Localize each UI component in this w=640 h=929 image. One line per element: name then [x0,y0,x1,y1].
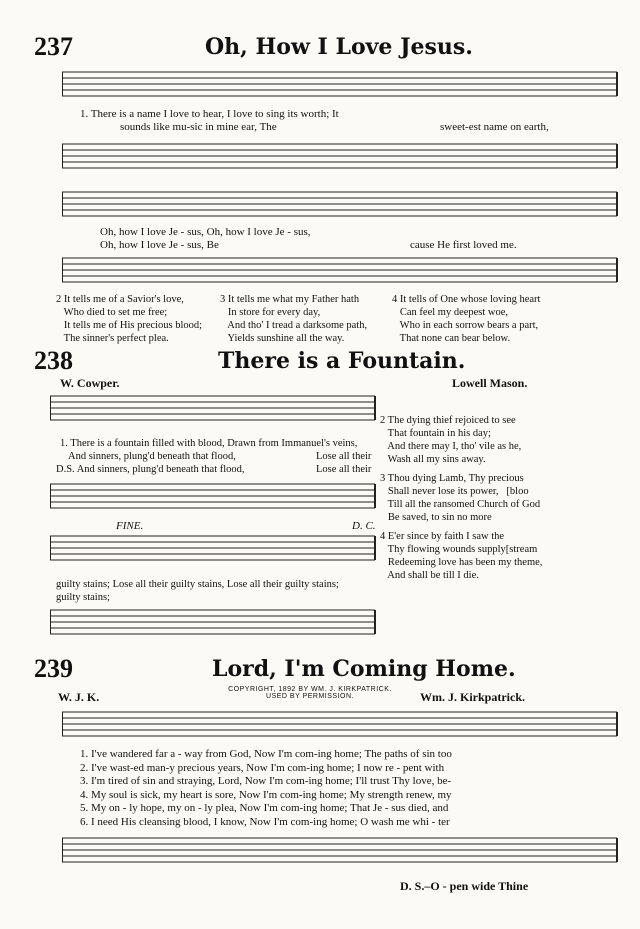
lyric-line: Lose all their [316,451,372,462]
lyric-line: 1. There is a fountain filled with blood, Drawn from Immanuel's veins, [60,438,358,449]
verse-block: 2 The dying thief rejoiced to see That fountain in his day; And there may I, tho' vile as he, Wash all my sins away. [380,415,522,465]
lyric-line: 1. There [80,108,117,120]
lyric-line: 5. My on - ly hope, my on - ly plea, Now I'm com-ing home; That Je - sus died, and [80,802,449,814]
lyric-line: Oh, how I love Je - sus, Oh, how I love Je - sus, [100,226,311,238]
lyric-line: D.S. And sinners, plung'd beneath that flood, [56,464,245,475]
lyric-line: 6. I need His cleansing blood, I know, Now I'm com-ing home; O wash me whi - ter [80,815,450,828]
composer: Wm. J. Kirkpatrick. [420,690,525,704]
staff-system [50,392,380,432]
dc-mark: D. C. [352,520,376,532]
lyric-line: sounds like mu-sic in mine ear, The [120,121,277,133]
verse-block: 4 It tells of One whose loving heart Can feel my deepest woe, Who in each sorrow bears a part, That none can bear below. [392,294,541,344]
lyric-line: 3. I'm tired of sin and straying, Lord, Now I'm com-ing home; I'll trust Thy love, be- [80,775,452,787]
verse-block: 3 Thou dying Lamb, Thy precious Shall never lose its power, [bloo Till all the ransomed Church of God Be saved, to sin no more [380,473,541,523]
copyright: COPYRIGHT, 1892 BY WM. J. KIRKPATRICK. USED BY PERMISSION. [228,686,392,700]
hymn-number-238: 238 [34,346,73,375]
lyric-stanzas [80,748,452,829]
staff-system [50,532,380,572]
verse-block: 3 It tells me what my Father hath In store for every day, And tho' I tread a darksome path, Yields sunshine all the way. [220,294,368,344]
verse-block: 4 E'er since by faith I saw the Thy flowing wounds supply[stream Redeeming love has been my theme, And shall be till I die. [380,531,543,581]
lyric-line: 1. I've wandered far a - way from God, Now I'm com-ing home; The paths of sin too [80,748,452,760]
hymn-title-237: Oh, How I Love Jesus. [205,34,473,60]
verse-block: 2 It tells me of a Savior's love, Who died to set me free; It tells me of His precious blood; The sinner's perfect plea. [56,294,203,344]
staff-system [50,480,380,520]
hymn-number-237: 237 [34,32,73,61]
staff-system [62,834,622,874]
staff-system [62,708,622,748]
lyric-line: guilty stains; [56,592,110,603]
lyric-line: 4. My soul is sick, my heart is sore, Now I'm com-ing home; My strength renew, my [80,788,452,801]
lyric-line: Lose all their [316,464,372,475]
fine-mark: FINE. [116,520,144,532]
lyric-line: is a name I love to hear, I love to sing its worth; It [119,108,339,120]
author: W. J. K. [58,690,100,704]
author: W. Cowper. [60,376,120,390]
hymn-title-239: Lord, I'm Coming Home. [212,656,516,682]
lyric-line: guilty stains; Lose all their guilty stains, Lose all their guilty stains; [56,579,339,590]
staff-system [62,254,622,294]
hymn-title-238: There is a Fountain. [218,348,466,374]
lyric-line: sweet-est name on earth, [440,121,549,133]
lyric-line: Oh, how I love Je - sus, Be [100,239,219,251]
lyric-line: And sinners, plung'd beneath that flood, [68,451,236,462]
hymn-number-239: 239 [34,654,73,683]
ds-mark: D. S.–O - pen wide Thine [400,879,529,893]
lyric-line: 2. I've wast-ed man-y precious years, Now I'm com-ing home; I now re - pent with [80,761,445,774]
staff-system [62,188,622,228]
composer: Lowell Mason. [452,376,528,390]
staff-system [62,140,622,180]
staff-system [50,606,380,646]
lyric-line: cause He first loved me. [410,239,517,251]
